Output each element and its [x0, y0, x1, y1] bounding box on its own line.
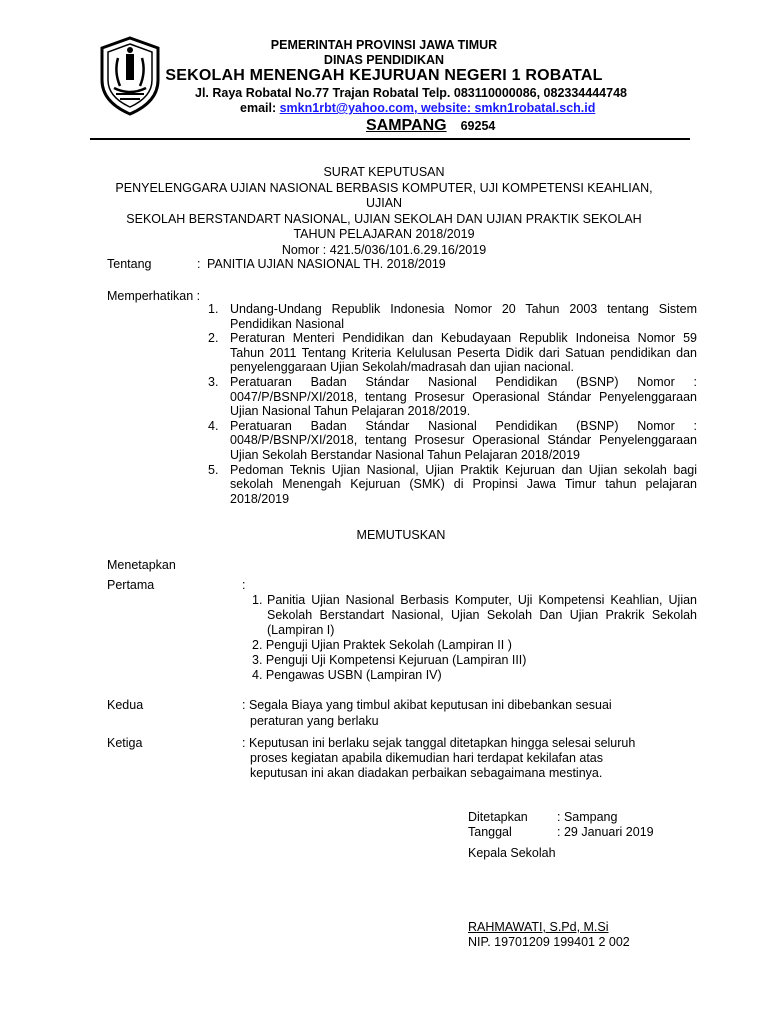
document-number: Nomor : 421.5/036/101.6.29.16/2019	[281, 242, 487, 257]
kedua-label: Kedua	[107, 698, 144, 712]
list-number: 3.	[208, 374, 219, 389]
menetapkan-label: Menetapkan	[107, 558, 176, 572]
header-city	[366, 117, 495, 135]
list-number: 1.	[208, 302, 219, 316]
pertama-label: Pertama	[107, 578, 155, 592]
tentang-value: PANITIA UJIAN NASIONAL TH. 2018/2019	[207, 257, 446, 271]
ditetapkan-value: : Sampang	[557, 810, 618, 824]
ketiga-text-3: keputusan ini akan diadakan perbaikan sebagaimana mestinya.	[250, 766, 603, 780]
list-item	[208, 463, 697, 507]
header-contact	[240, 101, 595, 115]
list-item	[208, 302, 697, 331]
signatory-name: RAHMAWATI, S.Pd, M.Si	[468, 920, 609, 934]
tentang-label: Tentang	[107, 257, 152, 271]
memperhatikan-list	[208, 302, 697, 506]
document-title	[100, 165, 668, 258]
header-government: PEMERINTAH PROVINSI JAWA TIMUR	[270, 38, 498, 52]
list-item: 3. Penguji Uji Kompetensi Kejuruan (Lampiran III)	[252, 653, 527, 667]
list-item	[208, 375, 697, 419]
list-item	[252, 593, 697, 638]
list-number: 4.	[208, 418, 219, 433]
header-department: DINAS PENDIDIKAN	[323, 53, 445, 67]
memperhatikan-label: Memperhatikan :	[107, 289, 201, 303]
signatory-position: Kepala Sekolah	[468, 846, 556, 860]
list-number: 2.	[208, 331, 219, 346]
header-divider	[90, 138, 690, 140]
pertama-list	[252, 593, 697, 683]
title-line-1: SURAT KEPUTUSAN	[323, 165, 445, 179]
ketiga-text-2: proses kegiatan apabila dikemudian hari terdapat kekilafan atas	[250, 751, 604, 765]
list-text: Peratuaran Badan Stándar Nasional Pendidikan (BSNP) Nomor : 0047/P/BSNP/XI/2018, tentang Prosesur Operasional Stándar Penyelenggaraan Ujian Nasional Tahun Pelajaran 2018/2019.	[230, 374, 697, 419]
ditetapkan-label: Ditetapkan	[468, 810, 528, 824]
email-website-link[interactable]: smkn1rbt@yahoo.com, website: smkn1robatal.sch.id	[279, 101, 596, 115]
list-item	[208, 331, 697, 375]
list-text: Peratuaran Badan Stándar Nasional Pendidikan (BSNP) Nomor : 0048/P/BSNP/XI/2018, tentang Prosesur Operasional Stándar Penyelenggaraan Ujian Sekolah Berstandar Nasional Tahun Pelajaran 2018/2019	[230, 418, 697, 462]
kedua-text-1: : Segala Biaya yang timbul akibat keputusan ini dibebankan sesuai	[242, 698, 612, 712]
ketiga-text-1: : Keputusan ini berlaku sejak tanggal ditetapkan hingga selesai seluruh	[242, 736, 636, 750]
list-number: 5.	[208, 462, 219, 477]
list-text: Panitia Ujian Nasional Berbasis Komputer, Uji Kompetensi Keahlian, Ujian Sekolah Berstandart Nasional, Ujian Sekolah Dan Ujian Prakrik Sekolah (Lampiran I)	[267, 593, 697, 637]
header-school-name: SEKOLAH MENENGAH KEJURUAN NEGERI 1 ROBATAL	[165, 67, 603, 84]
email-label: email:	[240, 101, 280, 115]
title-line-3: SEKOLAH BERSTANDART NASIONAL, UJIAN SEKOLAH DAN UJIAN PRAKTIK SEKOLAH	[126, 211, 642, 226]
kedua-text-2: peraturan yang berlaku	[250, 714, 379, 728]
list-text: Pedoman Teknis Ujian Nasional, Ujian Praktik Kejuruan dan Ujian sekolah bagi sekolah Menengah Kejuruan (SMK) di Propinsi Jawa Timur tahun pelajaran 2018/2019	[230, 462, 697, 506]
ketiga-label: Ketiga	[107, 736, 143, 750]
tanggal-label: Tanggal	[468, 825, 512, 839]
list-item: 2. Penguji Ujian Praktek Sekolah (Lampiran II )	[252, 638, 512, 652]
title-line-4: TAHUN PELAJARAN 2018/2019	[293, 227, 475, 241]
tanggal-value: : 29 Januari 2019	[557, 825, 654, 839]
tentang-separator: :	[197, 257, 201, 271]
list-item	[208, 419, 697, 463]
list-text: Undang-Undang Republik Indonesia Nomor 20 Tahun 2003 tentang Sistem Pendidikan Nasional	[230, 302, 697, 331]
list-text: Peraturan Menteri Pendidikan dan Kebudayaan Republik Indoneisa Nomor 59 Tahun 2011 Tentang Kriteria Kelulusan Peserta Didik dari Satuan pendidikan dan penyelenggaraan Ujian Sekolah/madrasah dan ujian nacional.	[230, 331, 697, 375]
signatory-nip: NIP. 19701209 199401 2 002	[468, 935, 630, 949]
header-address: Jl. Raya Robatal No.77 Trajan Robatal Telp. 083110000086, 082334444748	[195, 86, 627, 100]
memutuskan-heading: MEMUTUSKAN	[356, 528, 446, 542]
title-line-2: PENYELENGGARA UJIAN NASIONAL BERBASIS KOMPUTER, UJI KOMPETENSI KEAHLIAN, UJIAN	[115, 180, 653, 210]
pertama-separator: :	[242, 578, 246, 592]
list-item: 4. Pengawas USBN (Lampiran IV)	[252, 668, 442, 682]
city-name: SAMPANG	[366, 117, 447, 134]
list-number: 1.	[252, 593, 263, 607]
postal-code: 69254	[460, 119, 496, 133]
